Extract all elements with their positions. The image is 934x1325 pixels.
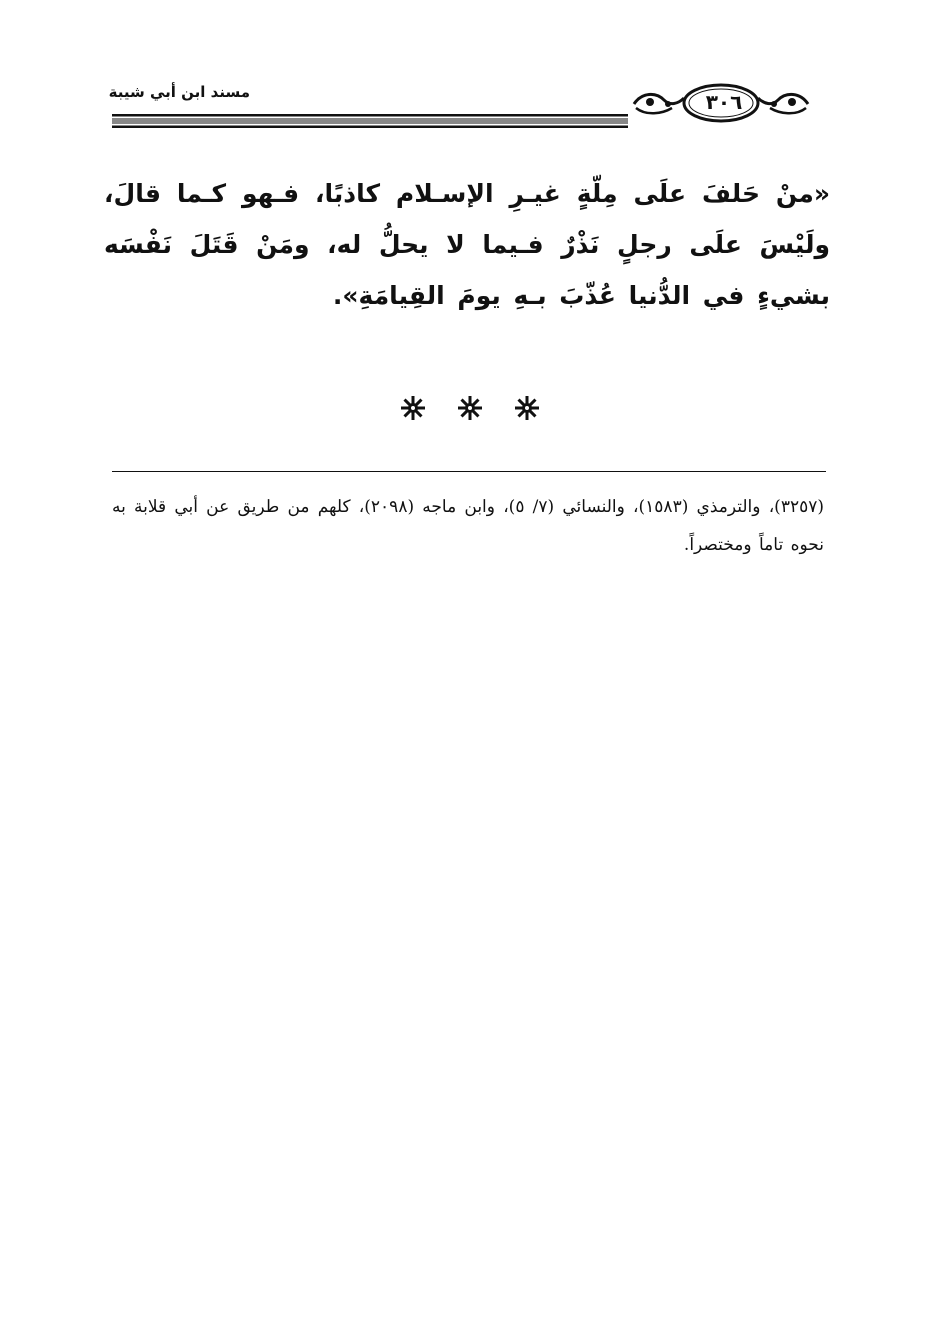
section-separator (400, 396, 540, 420)
star-ornament-icon (457, 396, 483, 420)
footnote-divider (112, 471, 826, 472)
star-ornament-icon (514, 396, 540, 420)
header-rule (112, 114, 628, 128)
star-ornament-icon (400, 396, 426, 420)
running-header-title: مسند ابن أبي شيبة (108, 83, 250, 101)
page-number: ٣٠٦ (705, 90, 743, 114)
footnote-text: (٣٢٥٧)، والترمذي (١٥٨٣)، والنسائي (٧/ ٥)، وابن ماجه (٢٠٩٨)، كلهم من طريق عن أبي قلابة به نحوه تاماً ومختصراً. (112, 497, 824, 555)
hadith-text: «منْ حَلفَ علَى مِلّةٍ غيـرِ الإسـلام كاذبًا، فـهو كـما قالَ، ولَيْسَ علَى رجلٍ نَذْرٌ فـيما لا يحلُّ له، ومَنْ قَتَلَ نَفْسَه بشيءٍ في الدُّنيا عُذّبَ بـهِ يومَ القِيامَةِ». (104, 179, 830, 310)
